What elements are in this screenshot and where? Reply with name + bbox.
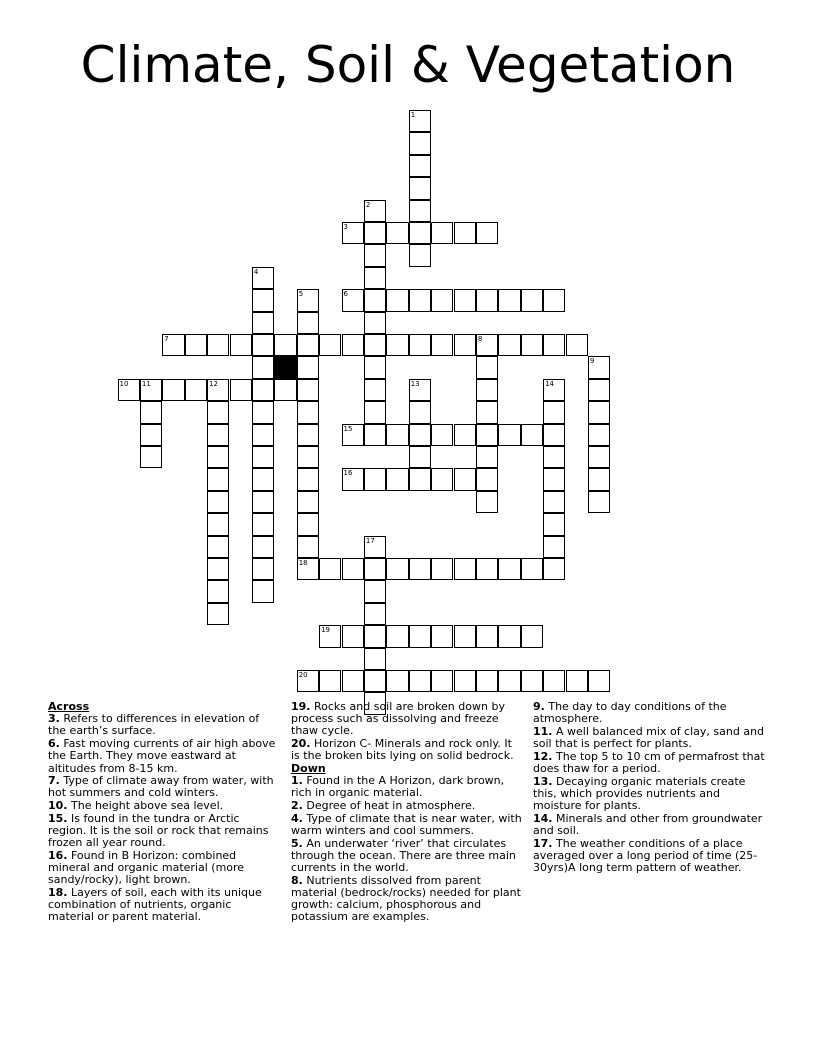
crossword-cell[interactable] [207, 513, 229, 535]
crossword-cell[interactable] [543, 670, 565, 692]
cell-number: 12 [209, 379, 219, 388]
crossword-cell[interactable] [521, 334, 543, 356]
crossword-cell[interactable] [409, 670, 431, 692]
clue-across-6: 6. Fast moving currents of air high above the Earth. They move eastward at altitudes from 8-15 km. [48, 737, 276, 775]
clue-down-1: 1. Found in the A Horizon, dark brown, rich in organic material. [291, 774, 505, 800]
crossword-cell[interactable] [252, 513, 274, 535]
crossword-cell[interactable] [566, 334, 588, 356]
clue-across-15: 15. Is found in the tundra or Arctic region. It is the soil or rock that remains frozen all year round. [48, 811, 269, 850]
crossword-cell[interactable] [297, 446, 319, 468]
crossword-cell[interactable] [364, 558, 386, 580]
crossword-cell[interactable] [297, 558, 319, 580]
page-title: Climate, Soil & Vegetation [80, 36, 736, 94]
cell-number: 7 [164, 335, 169, 343]
cell-number: 6 [343, 290, 348, 299]
crossword-cell[interactable] [588, 468, 610, 490]
crossword-cell[interactable] [230, 379, 252, 401]
crossword-cell[interactable] [543, 536, 565, 558]
crossword-cell[interactable] [543, 401, 565, 423]
crossword-cell[interactable] [207, 379, 229, 401]
crossword-cell[interactable] [543, 289, 565, 311]
crossword-cell[interactable] [476, 625, 498, 647]
crossword-cell[interactable] [476, 424, 498, 446]
crossword-cell[interactable] [454, 468, 476, 490]
crossword-cell[interactable] [207, 446, 229, 468]
crossword-cell[interactable] [207, 491, 229, 513]
crossword-cell[interactable] [588, 356, 610, 378]
crossword-cell[interactable] [476, 670, 498, 692]
cell-number: 17 [365, 536, 375, 545]
crossword-cell[interactable] [409, 132, 431, 154]
crossword-cell[interactable] [409, 289, 431, 311]
crossword-cell[interactable] [297, 670, 319, 692]
crossword-cell[interactable] [454, 222, 476, 244]
crossword-cell[interactable] [185, 379, 207, 401]
crossword-cell[interactable] [140, 379, 162, 401]
crossword-cell[interactable] [342, 289, 364, 311]
crossword-cell[interactable] [297, 289, 319, 311]
crossword-cell[interactable] [274, 334, 296, 356]
crossword-cell[interactable] [207, 468, 229, 490]
crossword-cell[interactable] [476, 468, 498, 490]
crossword-cell[interactable] [409, 244, 431, 266]
crossword-cell[interactable] [454, 558, 476, 580]
crossword-cell[interactable] [431, 424, 453, 446]
clues-column-3 [533, 701, 765, 875]
cell-number: 16 [343, 469, 353, 478]
clue-across-18: 18. Layers of soil, each with its unique combination of nutrients, organic material or parent material. [48, 886, 262, 924]
crossword-cell[interactable] [409, 468, 431, 490]
crossword-cell[interactable] [431, 222, 453, 244]
crossword-cell[interactable] [543, 468, 565, 490]
crossword-cell[interactable] [588, 670, 610, 692]
crossword-cell[interactable] [207, 603, 229, 625]
crossword-cell[interactable] [140, 446, 162, 468]
crossword-cell[interactable] [431, 558, 453, 580]
clue-down-12: 12. The top 5 to 10 cm of permafrost that does thaw for a period. [533, 749, 765, 776]
crossword-cell[interactable] [252, 491, 274, 513]
crossword-cell[interactable] [252, 424, 274, 446]
crossword-cell[interactable] [364, 580, 386, 602]
cell-number: 11 [141, 379, 151, 388]
crossword-cell[interactable] [252, 267, 274, 289]
crossword-cell[interactable] [476, 356, 498, 378]
crossword-cell[interactable] [409, 155, 431, 177]
crossword-cell[interactable] [476, 401, 498, 423]
crossword-cell[interactable] [386, 468, 408, 490]
crossword-cell[interactable] [386, 289, 408, 311]
crossword-cell[interactable] [476, 446, 498, 468]
clues-column-1 [48, 701, 280, 924]
cell-number: 19 [321, 626, 331, 635]
crossword-cell[interactable] [409, 558, 431, 580]
clue-across-19: 19. Rocks and soil are broken down by process such as dissolving and freeze thaw cycle. [291, 700, 505, 738]
cell-number: 13 [410, 379, 420, 388]
crossword-cell[interactable] [431, 670, 453, 692]
clue-across-20: 20. Horizon C- Minerals and rock only. It is the broken bits lying on solid bedrock. [291, 737, 514, 763]
cell-number: 10 [119, 379, 129, 388]
crossword-cell[interactable] [566, 670, 588, 692]
crossword-cell[interactable] [409, 334, 431, 356]
crossword-cell[interactable] [297, 312, 319, 334]
crossword-cell[interactable] [207, 424, 229, 446]
crossword-cell[interactable] [364, 267, 386, 289]
crossword-cell[interactable] [409, 110, 431, 132]
crossword-cell[interactable] [230, 334, 252, 356]
crossword-cell[interactable] [342, 558, 364, 580]
crossword-cell[interactable] [252, 558, 274, 580]
crossword-cell[interactable] [543, 558, 565, 580]
cell-number: 18 [298, 559, 308, 567]
crossword-cell[interactable] [431, 334, 453, 356]
crossword-cell[interactable] [297, 356, 319, 378]
crossword-cell[interactable] [364, 468, 386, 490]
crossword-cell[interactable] [364, 536, 386, 558]
crossword-cell[interactable] [364, 222, 386, 244]
cell-number: 5 [298, 290, 304, 299]
cell-number: 4 [253, 267, 259, 276]
crossword-cell[interactable] [386, 424, 408, 446]
crossword-cell[interactable] [543, 379, 565, 401]
crossword-cell[interactable] [319, 625, 341, 647]
cell-number: 2 [365, 200, 371, 209]
crossword-cell[interactable] [252, 536, 274, 558]
clue-down-4: 4. Type of climate that is near water, with warm winters and cool summers. [291, 811, 522, 838]
crossword-cell[interactable] [207, 401, 229, 423]
crossword-cell[interactable] [476, 334, 498, 356]
clue-across-10: 10. The height above sea level. [48, 799, 224, 813]
crossword-cell[interactable] [118, 379, 140, 401]
cell-number: 9 [589, 357, 595, 366]
crossword-cell[interactable] [476, 222, 498, 244]
crossword-cell[interactable] [409, 200, 431, 222]
clue-down-9: 9. The day to day conditions of the atmosphere. [533, 700, 727, 726]
crossword-cell[interactable] [409, 379, 431, 401]
crossword-cell[interactable] [297, 491, 319, 513]
crossword-cell[interactable] [431, 625, 453, 647]
crossword-cell[interactable] [140, 424, 162, 446]
crossword-cell[interactable] [252, 312, 274, 334]
cell-number: 14 [545, 379, 555, 388]
crossword-cell[interactable] [207, 536, 229, 558]
crossword-cell[interactable] [252, 446, 274, 468]
crossword-cell[interactable] [364, 312, 386, 334]
crossword-cell[interactable] [252, 289, 274, 311]
crossword-cell[interactable] [498, 625, 520, 647]
crossword-cell[interactable] [252, 334, 274, 356]
crossword-cell[interactable] [476, 558, 498, 580]
crossword-cell[interactable] [476, 289, 498, 311]
crossword-cell[interactable] [476, 491, 498, 513]
crossword-cell[interactable] [454, 670, 476, 692]
crossword-cell[interactable] [364, 625, 386, 647]
clue-down-11: 11. A well balanced mix of clay, sand and soil that is perfect for plants. [533, 724, 765, 751]
crossword-cell[interactable] [543, 334, 565, 356]
crossword-cell[interactable] [342, 468, 364, 490]
crossword-cell[interactable] [454, 289, 476, 311]
crossword-cell[interactable] [342, 424, 364, 446]
crossword-cell[interactable] [162, 379, 184, 401]
crossword-cell[interactable] [364, 379, 386, 401]
crossword-cell[interactable] [207, 334, 229, 356]
crossword-cell[interactable] [364, 334, 386, 356]
crossword-cell[interactable] [364, 356, 386, 378]
clue-down-2: 2. Degree of heat in atmosphere. [291, 799, 476, 813]
crossword-cell[interactable] [521, 670, 543, 692]
crossword-cell[interactable] [274, 379, 296, 401]
crossword-cell[interactable] [297, 468, 319, 490]
crossword-cell[interactable] [521, 289, 543, 311]
crossword-cell[interactable] [386, 222, 408, 244]
crossword-cell[interactable] [588, 401, 610, 423]
clue-down-14: 14. Minerals and other from groundwater and soil. [533, 811, 763, 838]
cell-number: 3 [343, 223, 348, 231]
clue-across-7: 7. Type of climate away from water, with hot summers and cold winters. [48, 774, 274, 800]
crossword-cell[interactable] [297, 424, 319, 446]
crossword-cell[interactable] [588, 379, 610, 401]
crossword-cell[interactable] [364, 244, 386, 266]
crossword-cell[interactable] [498, 670, 520, 692]
crossword-cell[interactable] [185, 334, 207, 356]
crossword-cell[interactable] [454, 625, 476, 647]
crossword-cell[interactable] [409, 625, 431, 647]
crossword-cell[interactable] [364, 648, 386, 670]
cell-number: 15 [343, 424, 353, 433]
crossword-cell[interactable] [543, 491, 565, 513]
crossword-cell[interactable] [297, 513, 319, 535]
crossword-cell[interactable] [431, 289, 453, 311]
crossword-cell[interactable] [342, 625, 364, 647]
crossword-cell[interactable] [386, 334, 408, 356]
crossword-cell[interactable] [543, 513, 565, 535]
crossword-cell[interactable] [364, 200, 386, 222]
clue-across-16: 16. Found in B Horizon: combined mineral and organic material (more sandy/rocky), light brown. [48, 848, 245, 887]
crossword-cell[interactable] [297, 379, 319, 401]
crossword-cell[interactable] [521, 625, 543, 647]
crossword-cell[interactable] [364, 603, 386, 625]
crossword-cell[interactable] [252, 468, 274, 490]
crossword-cell[interactable] [342, 670, 364, 692]
crossword-cell[interactable] [364, 401, 386, 423]
crossword-cell[interactable] [252, 356, 274, 378]
crossword-cell[interactable] [588, 424, 610, 446]
crossword-cell[interactable] [207, 580, 229, 602]
crossword-cell[interactable] [386, 558, 408, 580]
crossword-cell[interactable] [252, 379, 274, 401]
crossword-cell[interactable] [454, 424, 476, 446]
crossword-cell[interactable] [498, 424, 520, 446]
crossword-cell[interactable] [364, 670, 386, 692]
crossword-cell[interactable] [252, 580, 274, 602]
down-heading: Down [291, 762, 326, 776]
clue-down-17: 17. The weather conditions of a place averaged over a long period of time (25-30yrs)A long term pattern of weather. [533, 836, 758, 875]
crossword-cell[interactable] [364, 424, 386, 446]
crossword-cell[interactable] [409, 401, 431, 423]
crossword-cell[interactable] [588, 491, 610, 513]
clue-down-5: 5. An underwater ‘river’ that circulates through the ocean. There are three main currents in the world. [291, 836, 516, 875]
crossword-cell[interactable] [543, 446, 565, 468]
crossword-cell[interactable] [252, 401, 274, 423]
clue-across-3: 3. Refers to differences in elevation of the earth’s surface. [48, 712, 260, 738]
crossword-cell[interactable] [297, 401, 319, 423]
crossword-cell[interactable] [162, 334, 184, 356]
crossword-cell[interactable] [297, 536, 319, 558]
crossword-cell[interactable] [319, 558, 341, 580]
crossword-cell[interactable] [342, 222, 364, 244]
crossword-cell[interactable] [431, 468, 453, 490]
crossword-cell[interactable] [454, 334, 476, 356]
crossword-cell[interactable] [297, 334, 319, 356]
crossword-cell[interactable] [140, 401, 162, 423]
crossword-cell[interactable] [386, 670, 408, 692]
cell-number: 8 [477, 335, 483, 343]
crossword-cell[interactable] [207, 558, 229, 580]
crossword-cell[interactable] [543, 424, 565, 446]
crossword-cell[interactable] [498, 334, 520, 356]
crossword-cell[interactable] [521, 558, 543, 580]
crossword-cell[interactable] [319, 334, 341, 356]
crossword-cell[interactable] [409, 424, 431, 446]
clue-down-8: 8. Nutrients dissolved from parent material (bedrock/rocks) needed for plant growth: calcium, phosphorous and potassium are examples. [291, 873, 521, 924]
crossword-cell[interactable] [476, 379, 498, 401]
crossword-cell[interactable] [498, 558, 520, 580]
clues-column-2 [291, 701, 523, 924]
crossword-cell[interactable] [409, 222, 431, 244]
crossword-cell[interactable] [364, 289, 386, 311]
crossword-cell[interactable] [342, 334, 364, 356]
clue-down-13: 13. Decaying organic materials create this, which provides nutrients and moisture for plants. [533, 774, 746, 813]
cell-number: 1 [410, 111, 416, 119]
crossword-cell[interactable] [319, 670, 341, 692]
crossword-black-cell [274, 356, 296, 378]
across-heading: Across [48, 700, 90, 713]
crossword-cell[interactable] [386, 625, 408, 647]
crossword-cell[interactable] [588, 446, 610, 468]
crossword-cell[interactable] [409, 446, 431, 468]
cell-number: 20 [298, 671, 308, 679]
crossword-cell[interactable] [409, 177, 431, 199]
crossword-cell[interactable] [498, 289, 520, 311]
crossword-cell[interactable] [521, 424, 543, 446]
